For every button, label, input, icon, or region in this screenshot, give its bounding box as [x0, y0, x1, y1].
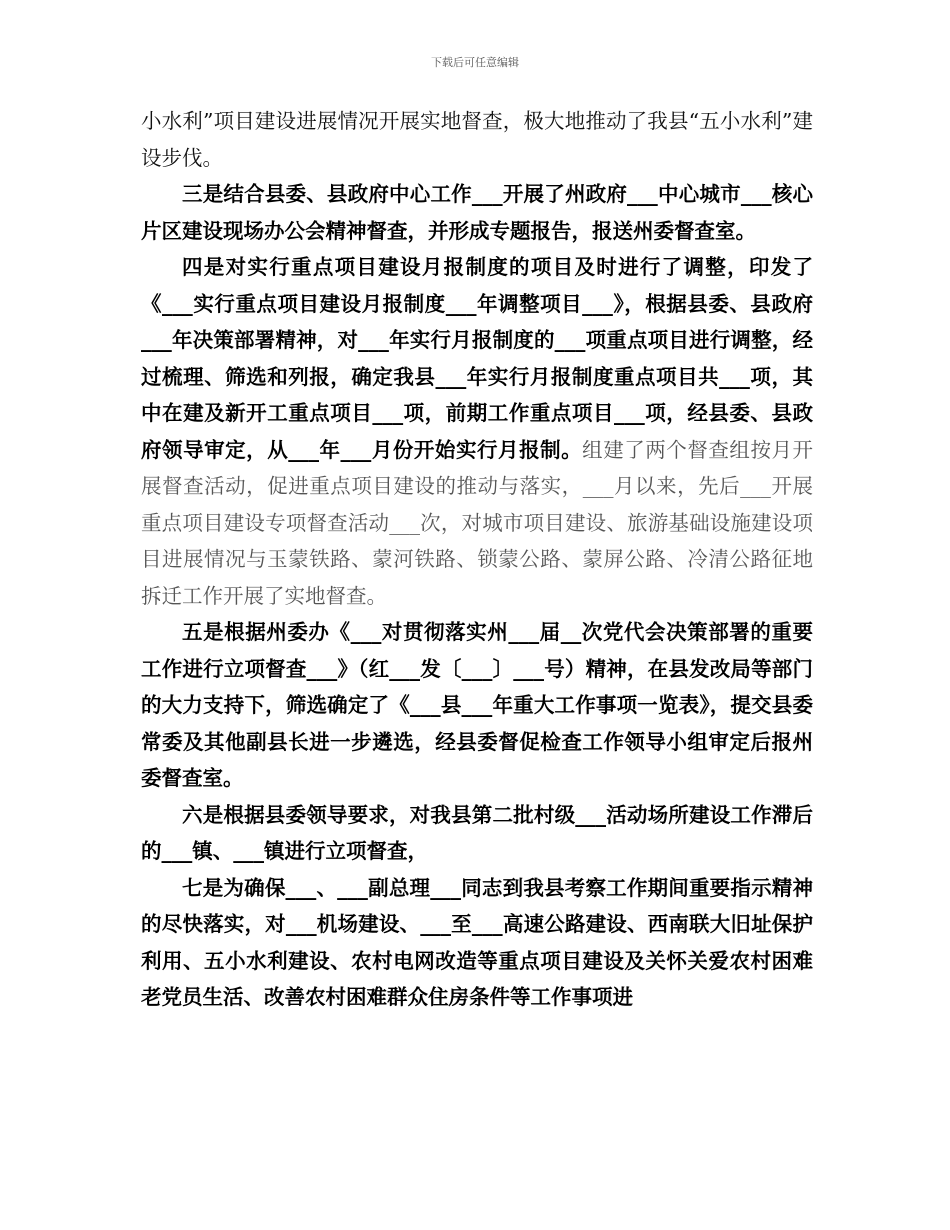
- paragraph-3: [141, 249, 813, 614]
- page-header: 下载后可任意编辑: [431, 56, 519, 69]
- paragraph-6: 七是为确保___、___副总理___同志到我县考察工作期间重要指示精神的尽快落实，对___机场建设、___至___高速公路建设、西南联大旧址保护利用、五小水利建设、农村电网改造等重点项目建设及关怀关爱农村困难老党员生活、改善农村困难群众住房条件等工作事项进: [141, 875, 813, 1009]
- paragraph-2: 三是结合县委、县政府中心工作___开展了州政府___中心城市___核心片区建设现场办公会精神督查，并形成专题报告，报送州委督查室。: [141, 182, 813, 243]
- document-body: [141, 103, 813, 1016]
- paragraph-3-bold-text: 四是对实行重点项目建设月报制度的项目及时进行了调整，印发了《___实行重点项目建设月报制度___年调整项目___》，根据县委、县政府___年决策部署精神，对___年实行月报制度的___项重点项目进行调整，经过梳理、筛选和列报，确定我县___年实行月报制度重点项目共___项，其中在建及新开工重点项目___项，前期工作重点项目___项，经县委、县政府领导审定，从___年___月份开始实行月报制。: [141, 255, 813, 462]
- paragraph-1: 小水利”项目建设进展情况开展实地督查，极大地推动了我县“五小水利”建设步伐。: [141, 109, 813, 170]
- paragraph-3-normal-text: 组建了两个督查组按月开展督查活动，促进重点项目建设的推动与落实，___月以来，先后___开展重点项目建设专项督查活动___次，对城市项目建设、旅游基础设施建设项目进展情况与玉蒙铁路、蒙河铁路、锁蒙公路、蒙屏公路、冷清公路征地拆迁工作开展了实地督查。: [141, 437, 814, 608]
- paragraph-5: 六是根据县委领导要求，对我县第二批村级___活动场所建设工作滞后的___镇、___镇进行立项督查，: [141, 802, 813, 863]
- paragraph-4: 五是根据州委办《___对贯彻落实州___届__次党代会决策部署的重要工作进行立项督查___》（红___发〔___〕___号）精神，在县发改局等部门的大力支持下，筛选确定了《___县___年重大工作事项一览表》，提交县委常委及其他副县长进一步遴选，经县委督促检查工作领导小组审定后报州委督查室。: [141, 620, 813, 790]
